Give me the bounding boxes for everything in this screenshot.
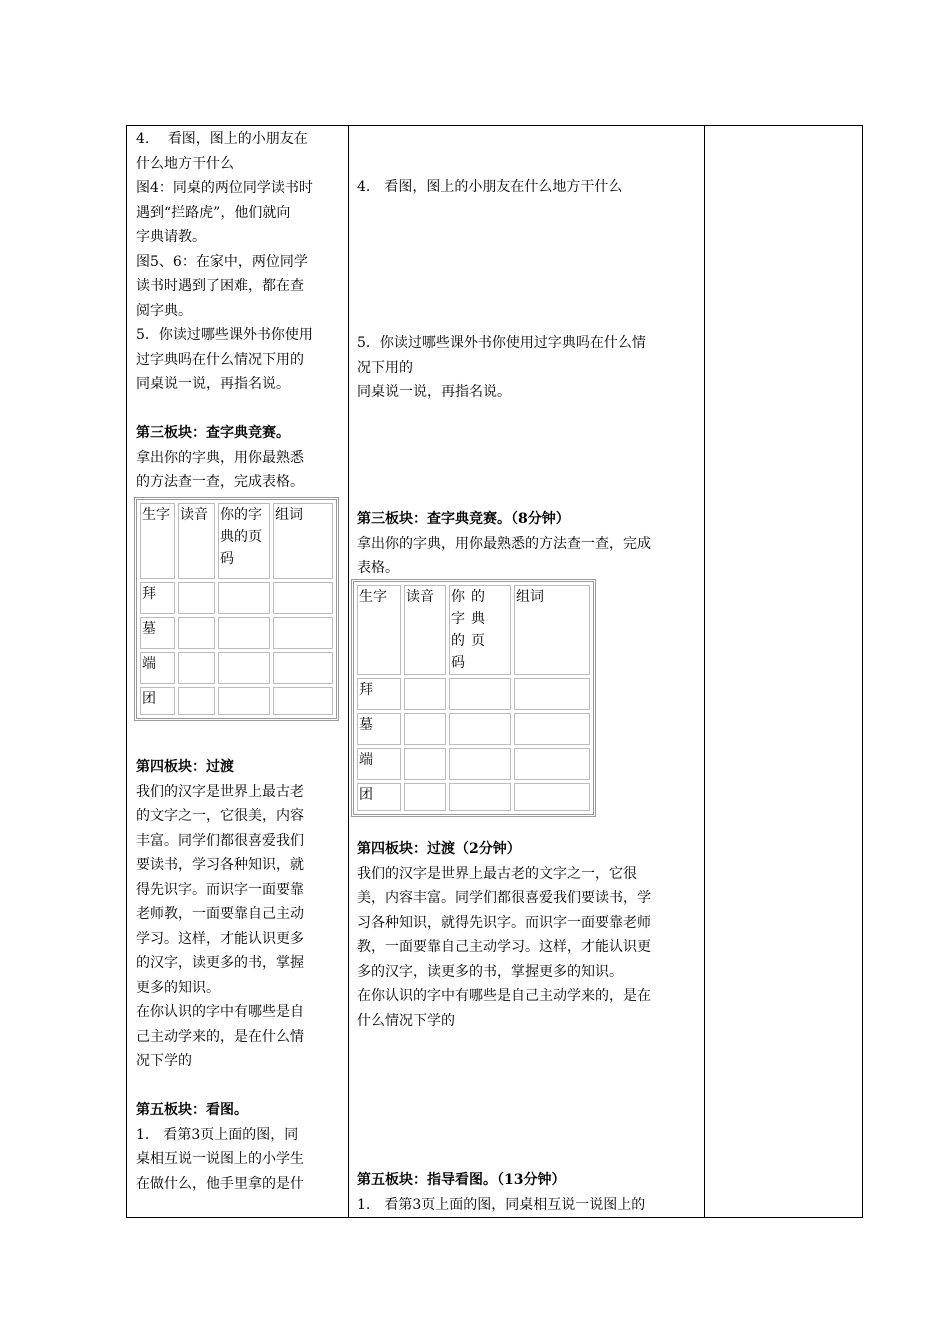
section4-question: 己主动学来的，是在什么情 [136, 1028, 304, 1045]
right-item5 [357, 331, 699, 405]
section5-title: 第五板块：看图。 [136, 1102, 248, 1118]
section4-line: 学习。这样，才能认识更多 [136, 930, 304, 947]
char-cell: 拜 [140, 582, 175, 614]
column-divider-1 [348, 125, 349, 1218]
section3-line: 拿出你的字典，用你最熟悉 [136, 449, 304, 466]
section4-line: 要读书，学习各种知识，就 [136, 857, 304, 873]
column-divider-2 [704, 125, 705, 1218]
section4-question: 什么情况下学的 [357, 1012, 455, 1029]
section3-line: 表格。 [357, 560, 399, 576]
section4-line: 教，一面要靠自己主动学习。这样，才能认识更 [357, 939, 651, 955]
char-table-right [351, 579, 596, 817]
left-column-lower [136, 755, 342, 1196]
section4-line: 多的汉字，读更多的书，掌握更多的知识。 [357, 963, 623, 980]
char-cell: 团 [357, 783, 401, 811]
char-table-right-wrap [351, 579, 596, 817]
char-cell: 团 [140, 687, 175, 715]
section4-line: 丰富。同学们都很喜爱我们 [136, 832, 304, 849]
section4-line: 我们的汉字是世界上最古老 [136, 783, 304, 800]
right-section3 [357, 507, 699, 581]
section3-title: 第三板块：查字典竞赛。 [136, 425, 290, 441]
right-section4 [357, 837, 699, 1033]
char-cell: 端 [357, 748, 401, 780]
section4-title: 第四板块：过渡（2分钟） [357, 841, 521, 857]
item5-line: 同桌说一说，再指名说。 [136, 376, 290, 392]
char-cell: 墓 [357, 713, 401, 745]
fig4-line: 字典请教。 [136, 229, 206, 245]
section4-question: 况下学的 [136, 1053, 192, 1069]
item5-line: 过字典吗在什么情况下用的 [136, 351, 304, 368]
right-section5 [357, 1168, 699, 1217]
left-column [136, 127, 342, 495]
item5-line: 同桌说一说，再指名说。 [357, 384, 511, 400]
section4-line: 的汉字，读更多的书，掌握 [136, 955, 304, 971]
section3-line: 拿出你的字典，用你最熟悉的方法查一查，完成 [357, 535, 651, 552]
section4-line: 更多的知识。 [136, 979, 220, 996]
fig4-line: 图4：同桌的两位同学读书时 [136, 180, 313, 196]
section4-question: 在你认识的字中有哪些是自 [136, 1004, 304, 1020]
section4-line: 习各种知识，就得先识字。而识字一面要靠老师 [357, 914, 651, 931]
section4-line: 我们的汉字是世界上最古老的文字之一，它很 [357, 865, 637, 882]
item4-text-cont: 什么地方干什么 [136, 155, 234, 172]
section4-title: 第四板块：过渡 [136, 759, 234, 775]
char-table-left-wrap [134, 497, 339, 721]
header-cell: 生字 [140, 503, 175, 579]
header-cell: 生字 [357, 585, 401, 675]
header-cell: 读音 [404, 585, 446, 675]
fig4-line: 遇到“拦路虎”，他们就向 [136, 204, 291, 221]
header-cell: 你的字典的页码 [218, 503, 270, 579]
item5-line: 况下用的 [357, 359, 413, 376]
section4-question: 在你认识的字中有哪些是自己主动学来的，是在 [357, 988, 651, 1004]
item4-number: 4. [136, 131, 150, 147]
char-table-left [134, 497, 339, 721]
header-cell: 组词 [273, 503, 333, 579]
header-cell: 组词 [514, 585, 590, 675]
section4-line: 美，内容丰富。同学们都很喜爱我们要读书，学 [357, 890, 651, 906]
section5-line: 在做什么，他手里拿的是什 [136, 1175, 304, 1192]
section5-title: 第五板块：指导看图。（13分钟） [357, 1172, 566, 1188]
fig56-line: 图5、6：在家中，两位同学 [136, 253, 308, 270]
fig56-line: 阅字典。 [136, 302, 192, 319]
fig56-line: 读书时遇到了困难，都在查 [136, 278, 304, 294]
header-cell: 读音 [178, 503, 215, 579]
char-cell: 端 [140, 652, 175, 684]
section5-line: 桌相互说一说图上的小学生 [136, 1151, 304, 1167]
char-cell: 拜 [357, 678, 401, 710]
item4-line: 4. 看图，图上的小朋友在什么地方干什么 [357, 179, 623, 195]
section5-line: 1. 看第3页上面的图，同桌相互说一说图上的 [357, 1196, 646, 1213]
item4-text: 看图，图上的小朋友在 [167, 131, 308, 147]
item5-line: 5．你读过哪些课外书你使用过字典吗在什么情 [357, 335, 646, 351]
item5-line: 5．你读过哪些课外书你使用 [136, 327, 313, 343]
right-column [357, 175, 699, 200]
char-cell: 墓 [140, 617, 175, 649]
section4-line: 得先识字。而识字一面要靠 [136, 881, 304, 898]
section3-line: 的方法查一查，完成表格。 [136, 474, 304, 490]
section4-line: 的文字之一，它很美，内容 [136, 808, 304, 824]
header-cell: 你的字典的页码 [449, 585, 511, 675]
section4-line: 老师教，一面要靠自己主动 [136, 906, 304, 922]
section3-title: 第三板块：查字典竞赛。（8分钟） [357, 511, 570, 527]
section5-line: 1． 看第3页上面的图，同 [136, 1126, 299, 1143]
